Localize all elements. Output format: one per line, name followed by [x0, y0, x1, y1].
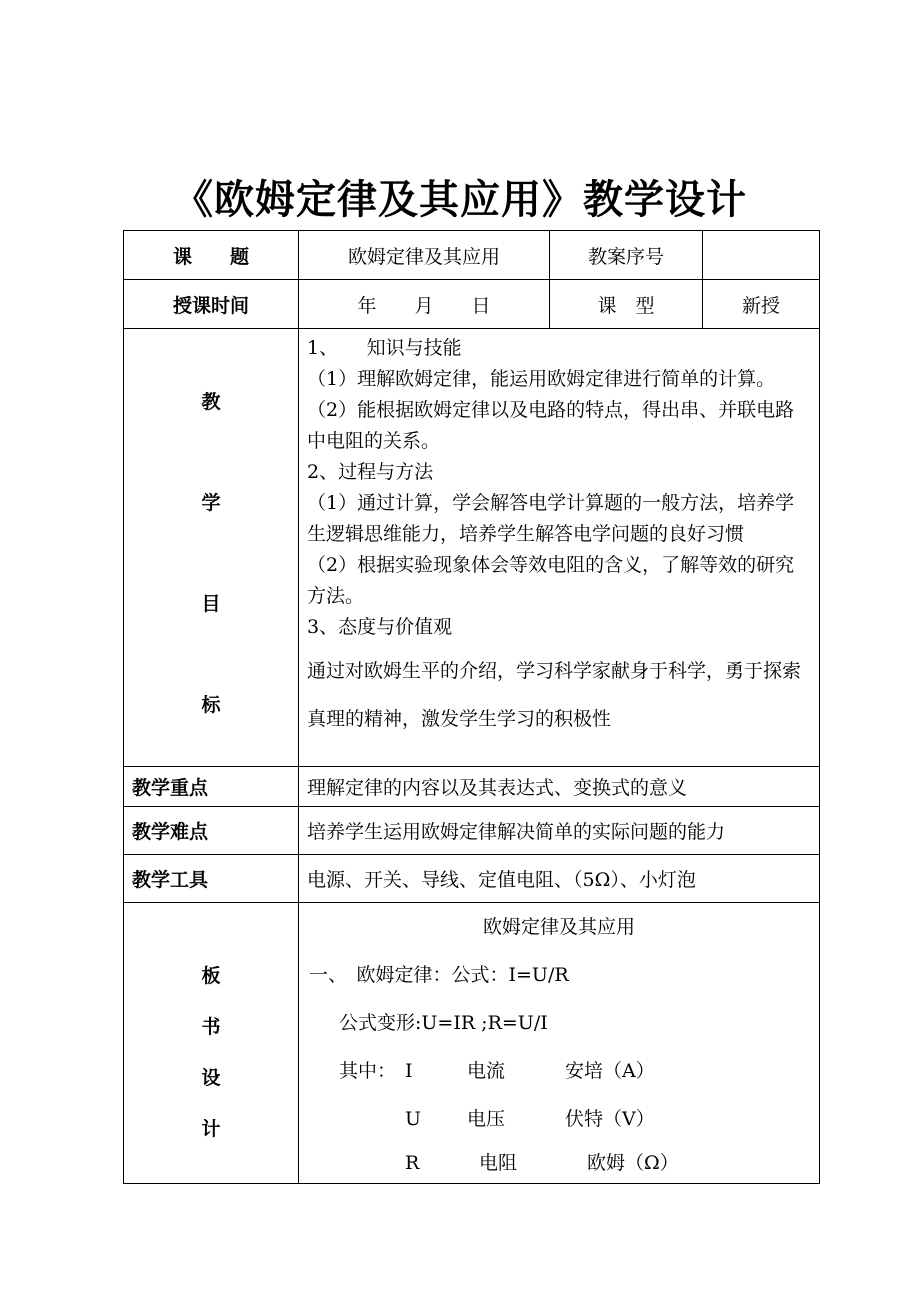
row-topic [124, 231, 820, 280]
board-label-char: 书 [201, 1016, 221, 1038]
quantity-unit: 欧姆（Ω） [587, 1152, 679, 1174]
row-time [124, 280, 820, 329]
quantity-row [309, 1143, 819, 1183]
row-board [124, 903, 820, 1184]
tools-value: 电源、开关、导线、定值电阻、（5Ω）、小灯泡 [299, 855, 820, 903]
objective-line: 3、态度与价值观 [307, 616, 453, 638]
objective-line: 2、过程与方法 [307, 461, 434, 483]
key-point-label: 教学重点 [124, 767, 299, 807]
board-label [124, 903, 299, 1184]
objective-line: （1）通过计算，学会解答电学计算题的一般方法，培养学生逻辑思维能力，培养学生解答电学问题的良好习惯 [307, 492, 795, 545]
quantity-row [309, 1095, 819, 1143]
page-title: 《欧姆定律及其应用》教学设计 [173, 176, 747, 223]
board-label-char: 板 [201, 965, 221, 987]
objective-line: （2）根据实验现象体会等效电阻的含义，了解等效的研究方法。 [307, 554, 795, 607]
quantity-name: 电阻 [479, 1152, 518, 1174]
objectives-label [124, 329, 299, 767]
quantity-row [309, 1047, 819, 1095]
row-key-point [124, 767, 820, 807]
row-objectives [124, 329, 820, 767]
board-where: 其中： [339, 1060, 397, 1082]
lesson-type-label: 课 型 [550, 280, 703, 329]
quantity-symbol: U [405, 1108, 422, 1130]
row-difficulty [124, 807, 820, 855]
objectives-label-char: 教 [201, 391, 221, 413]
quantity-symbol: I [405, 1060, 413, 1082]
lesson-plan-table [123, 230, 820, 1184]
time-label: 授课时间 [124, 280, 299, 329]
board-content [299, 903, 820, 1184]
objectives-label-char: 学 [201, 492, 221, 514]
difficulty-label: 教学难点 [124, 807, 299, 855]
topic-label: 课 题 [124, 231, 299, 280]
quantity-name: 电流 [467, 1060, 506, 1082]
quantity-symbol: R [405, 1152, 420, 1174]
objective-line: 1、 知识与技能 [307, 337, 462, 359]
time-value: 年 月 日 [299, 280, 550, 329]
objectives-label-char: 标 [201, 694, 221, 716]
lesson-number-value [703, 231, 820, 280]
lesson-type-value: 新授 [703, 280, 820, 329]
board-variant: 公式变形:U=IR ;R=U/I [339, 1012, 548, 1034]
difficulty-value: 培养学生运用欧姆定律解决简单的实际问题的能力 [299, 807, 820, 855]
quantity-unit: 伏特（V） [565, 1108, 655, 1130]
lesson-number-label: 教案序号 [550, 231, 703, 280]
topic-value: 欧姆定律及其应用 [299, 231, 550, 280]
objective-line: 通过对欧姆生平的介绍，学习科学家献身于科学，勇于探索真理的精神，激发学生学习的积极性 [307, 660, 802, 730]
board-label-char: 设 [201, 1067, 221, 1089]
board-label-char: 计 [201, 1118, 221, 1140]
board-law: 一、 欧姆定律：公式：I=U/R [309, 964, 569, 986]
quantity-unit: 安培（A） [565, 1060, 655, 1082]
board-variant-line [309, 999, 819, 1047]
objective-line: （2）能根据欧姆定律以及电路的特点，得出串、并联电路中电阻的关系。 [307, 399, 795, 452]
row-tools [124, 855, 820, 903]
key-point-value: 理解定律的内容以及其表达式、变换式的意义 [299, 767, 820, 807]
objectives-label-char: 目 [201, 593, 221, 615]
board-law-line [309, 951, 819, 999]
quantity-name: 电压 [467, 1108, 506, 1130]
tools-label: 教学工具 [124, 855, 299, 903]
objective-line: （1）理解欧姆定律，能运用欧姆定律进行简单的计算。 [307, 368, 776, 390]
board-heading: 欧姆定律及其应用 [482, 916, 635, 938]
objectives-content [299, 329, 820, 767]
